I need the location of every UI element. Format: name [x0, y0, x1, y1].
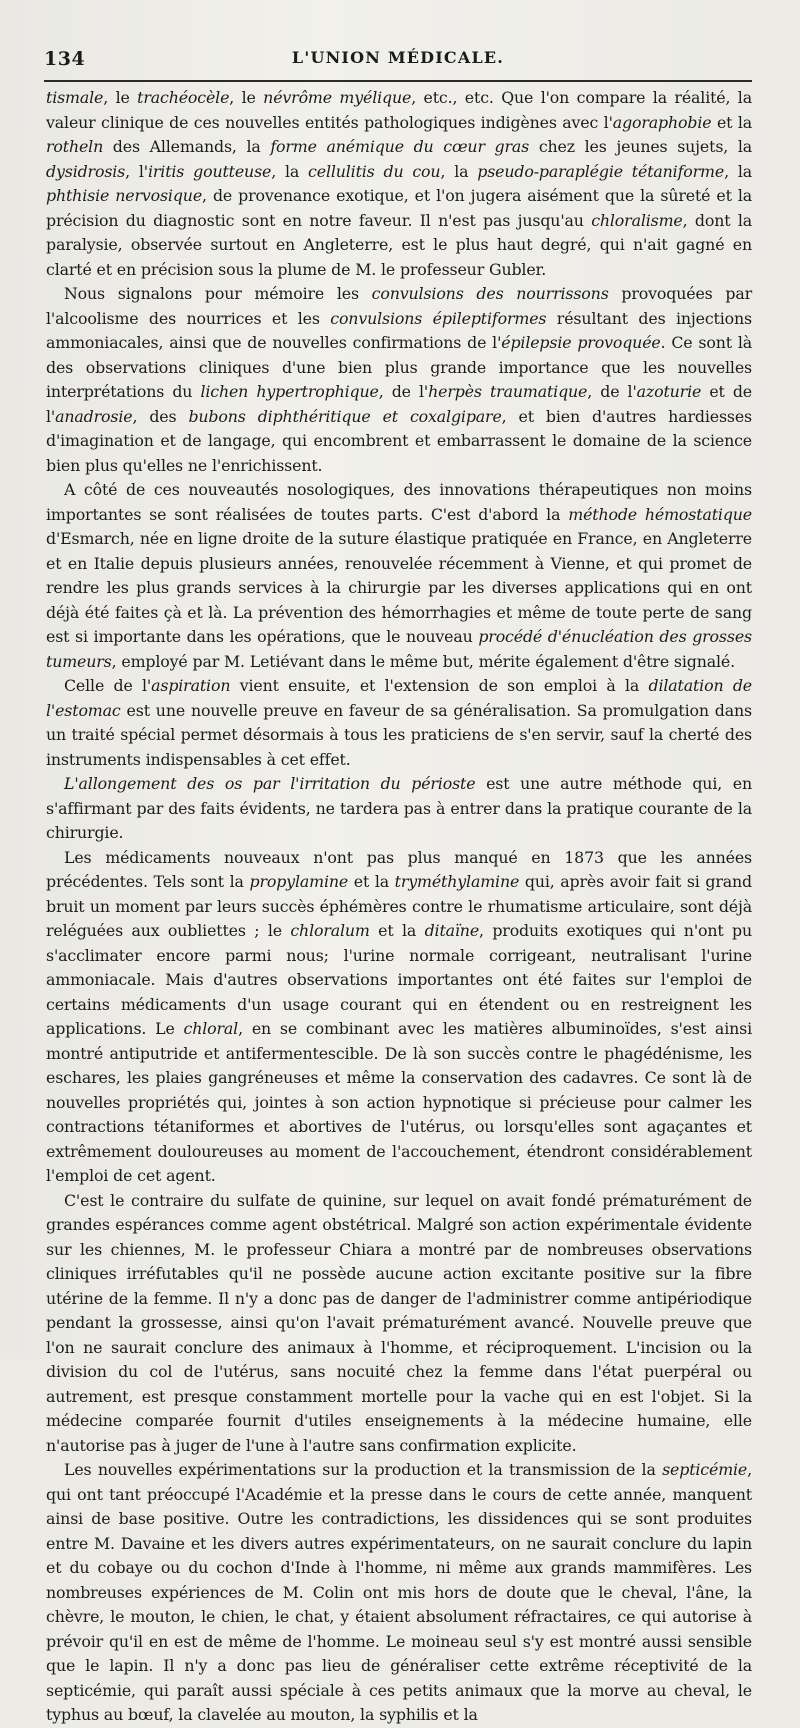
text-run: , etc., etc. Que l'on compare la réalité, la valeur clinique de ces nouvelles entités pathologiques indigènes avec l'	[46, 88, 752, 132]
text-run: Nous signalons pour mémoire les	[64, 284, 372, 303]
text-run: qui, après avoir fait si grand bruit un moment par leurs succès éphémères contre le rhumatisme articulaire, sont déjà reléguées aux oubliettes ; le	[46, 872, 752, 940]
italic-term: ditaïne	[424, 921, 480, 940]
text-run: Les nouvelles expérimentations sur la production et la transmission de la	[64, 1460, 663, 1479]
italic-term: convulsions épileptiformes	[330, 308, 547, 328]
italic-term: aspiration	[151, 676, 231, 695]
page-number: 134	[44, 48, 86, 70]
body-paragraph	[46, 1189, 752, 1459]
body-paragraph	[46, 674, 752, 772]
italic-term: propylamine	[249, 872, 349, 891]
text-run: est une nouvelle preuve en faveur de sa généralisation. Sa promulgation dans un traité spécial permet désormais à tous les praticiens de s'en servir, sauf la cherté des instruments indispensables à cet effet.	[46, 700, 752, 769]
italic-term: dilatation de l'estomac	[46, 676, 752, 720]
text-run: et de l'	[46, 382, 753, 426]
body-paragraph	[46, 282, 752, 478]
header-rule	[44, 80, 752, 82]
page-header	[44, 48, 752, 74]
body-paragraph	[46, 86, 752, 282]
italic-term: septicémie	[662, 1460, 748, 1479]
text-run: , la	[724, 161, 752, 181]
text-run: , le	[229, 88, 264, 107]
italic-term: azoturie	[636, 382, 702, 401]
italic-term: herpès traumatique	[428, 382, 588, 401]
italic-term: procédé d'énucléation des grosses tumeurs	[46, 627, 752, 671]
body-paragraph	[46, 1458, 752, 1728]
text-run: , la	[271, 161, 309, 181]
text-run: C'est le contraire du sulfate de quinine, sur lequel on avait fondé prématurément de grandes espérances comme agent obstétrical. Malgré son action expérimentale évidente sur les chiennes, M. le professeur Chiara a montré par de nombreuses observations cliniques irréfutables qu'il ne possède aucune action excitante positive sur la fibre utérine de la femme. Il n'y a donc pas de danger de l'administrer comme antipériodique pendant la grossesse, ainsi qu'on l'avait prématurément avancé. Nouvelle preuve que l'on ne saurait conclure des animaux à l'homme, et réciproquement. L'incision ou la division du col de l'utérus, sans nocuité chez la femme dans l'état puerpéral ou autrement, est presque constamment mortelle pour la vache qui en est l'objet. Si la médecine comparée fournit d'utiles enseignements à la médecine humaine, elle n'autorise pas à juger de l'une à l'autre sans confirmation explicite.	[46, 1190, 752, 1455]
running-title: L'UNION MÉDICALE.	[291, 48, 505, 67]
body-paragraph	[46, 846, 752, 1189]
text-run: , en se combinant avec les matières albuminoïdes, s'est ainsi montré antiputride et antifermentescible. De là son succès contre le phagédénisme, les eschares, les plaies gangréneuses et même la conservation des cadavres. Ce sont là de nouvelles propriétés qui, jointes à son action hypnotique si précieuse pour calmer les contractions tétaniformes et abortives de l'utérus, ou lorsqu'elles sont agaçantes et extrêmement douloureuses au moment de l'accouchement, étendront considérablement l'emploi de cet agent.	[46, 1019, 752, 1185]
text-run: , le	[103, 88, 138, 107]
italic-term: rotheln	[46, 137, 104, 156]
text-run: , produits exotiques qui n'ont pu s'acclimater encore parmi nous; l'urine normale corrigeant, neutralisant l'urine ammoniacale. Mais d'autres observations importantes ont été faites sur l'emploi de certains médicaments d'un usage courant qui en étendent ou en restreignent les applications. Le	[46, 921, 752, 1038]
italic-term: tismale	[46, 88, 104, 107]
text-run: Les médicaments nouveaux n'ont pas plus manqué en 1873 que les années précédentes. Tels sont la	[46, 847, 752, 891]
text-run: , qui ont tant préoccupé l'Académie et la presse dans le cours de cette année, manquent ainsi de base positive. Outre les contradictions, les dissidences qui se sont produites entre M. Davaine et les divers autres expérimentateurs, on ne saurait conclure du lapin et du cobaye ou du cochon d'Inde à l'homme, ni même aux grands mammifères. Les nombreuses expériences de M. Colin ont mis hors de doute que le cheval, l'âne, la chèvre, le mouton, le chien, le chat, y étaient absolument réfractaires, ce qui autorise à prévoir qu'il en est de même de l'homme. Le moineau seul s'y est montré aussi sensible que le lapin. Il n'y a donc pas lieu de généraliser cette extrême réceptivité de la septicémie, qui paraît aussi spéciale à ces petits animaux que la morve au cheval, le typhus au bœuf, la clavelée au mouton, la syphilis et la	[46, 1460, 752, 1724]
italic-term: forme anémique du cœur gras	[270, 137, 530, 156]
italic-term: L'allongement des os par l'irritation du périoste	[64, 774, 476, 793]
text-run: , dont la paralysie, observée surtout en Angleterre, est le plus haut degré, qui n'ait gagné en clarté et en précision sous la plume de M. le professeur Gubler.	[46, 210, 752, 279]
italic-term: chloralum	[290, 921, 370, 940]
text-run: et la	[348, 872, 395, 891]
italic-term: iritis goutteuse	[147, 161, 272, 181]
italic-term: trachéocèle	[137, 88, 230, 107]
text-run: d'Esmarch, née en ligne droite de la suture élastique pratiquée en France, en Angleterre et en Italie depuis plusieurs années, renouvelée récemment à Vienne, et qui promet de rendre les plus grands services à la chirurgie par les diverses applications qui en ont déjà été faites çà et là. La prévention des hémorrhagies et même de toute perte de sang est si importante dans les opérations, que le nouveau	[46, 529, 752, 646]
body-paragraph	[46, 772, 752, 846]
text-run: des Allemands, la	[103, 137, 271, 156]
italic-term: chloralisme	[591, 210, 683, 230]
italic-term: dysidrosis	[46, 161, 126, 181]
italic-term: cellulitis du cou	[308, 161, 441, 181]
italic-term: bubons diphthéritique et coxalgipare	[188, 406, 502, 426]
text-run: Celle de l'	[64, 676, 152, 695]
text-run: résultant des injections ammoniacales, ainsi que de nouvelles confirmations de l'	[46, 308, 752, 352]
italic-term: tryméthylamine	[394, 872, 520, 891]
italic-term: chloral	[183, 1019, 239, 1038]
text-run: chez les jeunes sujets, la	[529, 137, 753, 156]
article-body	[46, 86, 752, 1728]
italic-term: agoraphobie	[612, 112, 712, 132]
text-run: et la	[711, 112, 752, 132]
italic-term: névrôme myélique	[263, 88, 412, 107]
italic-term: convulsions des nourrissons	[371, 284, 609, 303]
text-run: , de l'	[378, 382, 429, 401]
italic-term: méthode hémostatique	[568, 504, 752, 524]
text-run: vient ensuite, et l'extension de son emploi à la	[230, 676, 649, 695]
italic-term: anadrosie	[55, 406, 133, 426]
text-run: . Ce sont là des observations cliniques d'une bien plus grande importance que les nouvelles interprétations du	[46, 333, 752, 401]
text-run: provoquées par l'alcoolisme des nourrices et les	[46, 284, 752, 328]
text-run: , des	[132, 406, 189, 426]
text-run: , de l'	[587, 382, 637, 401]
body-paragraph	[46, 478, 752, 674]
text-run: et la	[369, 921, 425, 940]
italic-term: phthisie nervosique	[46, 186, 203, 205]
text-run: A côté de ces nouveautés nosologiques, des innovations thérapeutiques non moins importantes se sont réalisées de toutes parts. C'est d'abord la	[46, 480, 752, 524]
text-run: , l'	[125, 161, 148, 181]
text-run: , la	[440, 161, 478, 181]
text-run: , employé par M. Letiévant dans le même but, mérite également d'être signalé.	[111, 651, 735, 671]
italic-term: lichen hypertrophique	[200, 382, 379, 401]
italic-term: pseudo-paraplégie tétaniforme	[477, 161, 725, 181]
italic-term: épilepsie provoquée	[501, 333, 661, 352]
text-run: , et bien d'autres hardiesses d'imagination et de langage, qui encombrent et embarrassent le domaine de la science bien plus qu'elles ne l'enrichissent.	[46, 406, 753, 475]
text-run: est une autre méthode qui, en s'affirmant par des faits évidents, ne tardera pas à entrer dans la pratique courante de la chirurgie.	[46, 774, 752, 842]
text-run: , de provenance exotique, et l'on jugera aisément que la sûreté et la précision du diagnostic sont en notre faveur. Il n'est pas jusqu'au	[46, 186, 753, 230]
